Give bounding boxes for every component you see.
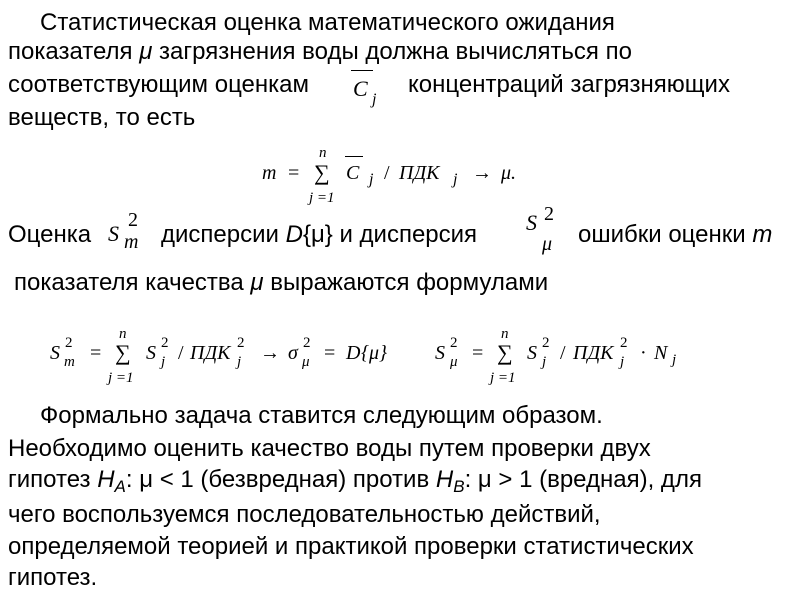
text: {μ} xyxy=(302,221,333,248)
s-symbol: S xyxy=(435,342,445,364)
pdk-symbol: ПДК xyxy=(399,162,440,184)
c-symbol: C xyxy=(353,76,368,101)
sum-lower-limit: j =1 xyxy=(490,370,516,386)
h-symbol: H xyxy=(435,466,454,493)
overline xyxy=(345,156,363,157)
sum-upper-limit: n xyxy=(119,326,127,342)
text: показателя качества xyxy=(14,269,251,296)
slash: / xyxy=(178,342,184,364)
j-index: j xyxy=(369,171,374,188)
j-index: j xyxy=(672,352,677,368)
superscript-2: 2 xyxy=(161,335,169,351)
m-symbol: m xyxy=(262,162,277,184)
superscript-2: 2 xyxy=(620,335,628,351)
d-symbol: D xyxy=(346,342,361,364)
mu-symbol: μ xyxy=(139,38,153,65)
arrow: → xyxy=(472,162,492,184)
paragraph-2-line-2 xyxy=(14,270,548,295)
mu-symbol: μ xyxy=(250,269,264,296)
j-index: j xyxy=(237,354,242,370)
paragraph-3-line-1: Формально задача ставится следующим образом. xyxy=(40,402,603,429)
slash: / xyxy=(560,342,566,364)
n-symbol: N xyxy=(654,342,668,364)
mu-subscript: μ xyxy=(542,233,553,255)
text: дисперсии xyxy=(161,221,286,248)
m-subscript: m xyxy=(64,354,75,370)
j-index: j xyxy=(161,354,166,370)
equals-sign: = xyxy=(288,162,300,184)
text: и дисперсия xyxy=(332,221,478,248)
slash: / xyxy=(384,162,390,184)
superscript-2: 2 xyxy=(65,335,73,351)
paragraph-3-line-4: чего воспользуемся последовательностью действий, xyxy=(8,501,601,528)
paragraph-1-line-3b: концентраций загрязняющих xyxy=(408,71,730,98)
s-symbol: S xyxy=(527,342,537,364)
arrow: → xyxy=(260,342,280,364)
paragraph-1-line-3: соответствующим оценкам xyxy=(8,71,310,98)
text: загрязнения воды должна вычисляться по xyxy=(152,38,632,65)
h-symbol: H xyxy=(97,466,115,493)
s-symbol: S xyxy=(526,210,537,235)
d-symbol: D xyxy=(285,221,303,248)
paragraph-1-line-4: веществ, то есть xyxy=(8,104,196,131)
brace-mu: {μ} xyxy=(361,342,388,364)
j-index: j xyxy=(542,354,547,370)
text: : μ > 1 (вредная), для xyxy=(464,466,702,493)
paragraph-2-a: Оценка xyxy=(8,221,92,248)
j-index: j xyxy=(620,354,625,370)
equals-sign: = xyxy=(472,342,484,364)
paragraph-3-line-3 xyxy=(8,466,702,496)
paragraph-2-b xyxy=(161,222,477,247)
text: показателя xyxy=(8,38,140,65)
mu-subscript: μ xyxy=(302,354,310,370)
equals-sign: = xyxy=(90,342,102,364)
b-subscript: B xyxy=(453,477,465,496)
superscript-2: 2 xyxy=(450,335,458,351)
pdk-symbol: ПДК xyxy=(190,342,231,364)
m-subscript: m xyxy=(124,231,139,253)
overline xyxy=(351,70,373,71)
sum-sign: ∑ xyxy=(314,160,330,185)
sum-upper-limit: n xyxy=(501,326,509,342)
text: гипотез xyxy=(8,466,98,493)
paragraph-3-line-5: определяемой теорией и практикой проверки статистических xyxy=(8,533,694,560)
j-index: j xyxy=(372,91,377,108)
paragraph-3-line-2: Необходимо оценить качество воды путем проверки двух xyxy=(8,435,651,462)
superscript-2: 2 xyxy=(544,203,554,225)
j-index: j xyxy=(453,171,458,188)
paragraph-1-line-2 xyxy=(8,39,632,64)
superscript-2: 2 xyxy=(303,335,311,351)
mu-subscript: μ xyxy=(450,354,458,370)
paragraph-3-line-6: гипотез. xyxy=(8,564,98,591)
superscript-2: 2 xyxy=(128,209,138,231)
paragraph-1-line-1: Статистическая оценка математического ожидания xyxy=(40,9,615,36)
text: : μ < 1 (безвредная) против xyxy=(125,466,436,493)
s-symbol: S xyxy=(108,221,119,246)
superscript-2: 2 xyxy=(542,335,550,351)
pdk-symbol: ПДК xyxy=(573,342,614,364)
m-symbol: m xyxy=(752,221,773,248)
superscript-2: 2 xyxy=(237,335,245,351)
sigma-symbol: σ xyxy=(288,342,298,364)
sum-sign: ∑ xyxy=(497,340,513,365)
sum-sign: ∑ xyxy=(115,340,131,365)
sum-upper-limit: n xyxy=(319,145,327,161)
text: выражаются формулами xyxy=(263,269,549,296)
mu-symbol: μ. xyxy=(501,162,517,184)
a-subscript: A xyxy=(114,477,126,496)
text: ошибки оценки xyxy=(578,221,753,248)
sum-lower-limit: j =1 xyxy=(108,370,134,386)
s-symbol: S xyxy=(50,342,60,364)
dot-operator: · xyxy=(640,342,647,364)
equals-sign: = xyxy=(324,342,336,364)
paragraph-2-d xyxy=(578,222,772,247)
sum-lower-limit: j =1 xyxy=(309,190,335,206)
c-symbol: C xyxy=(346,162,360,184)
s-symbol: S xyxy=(146,342,156,364)
